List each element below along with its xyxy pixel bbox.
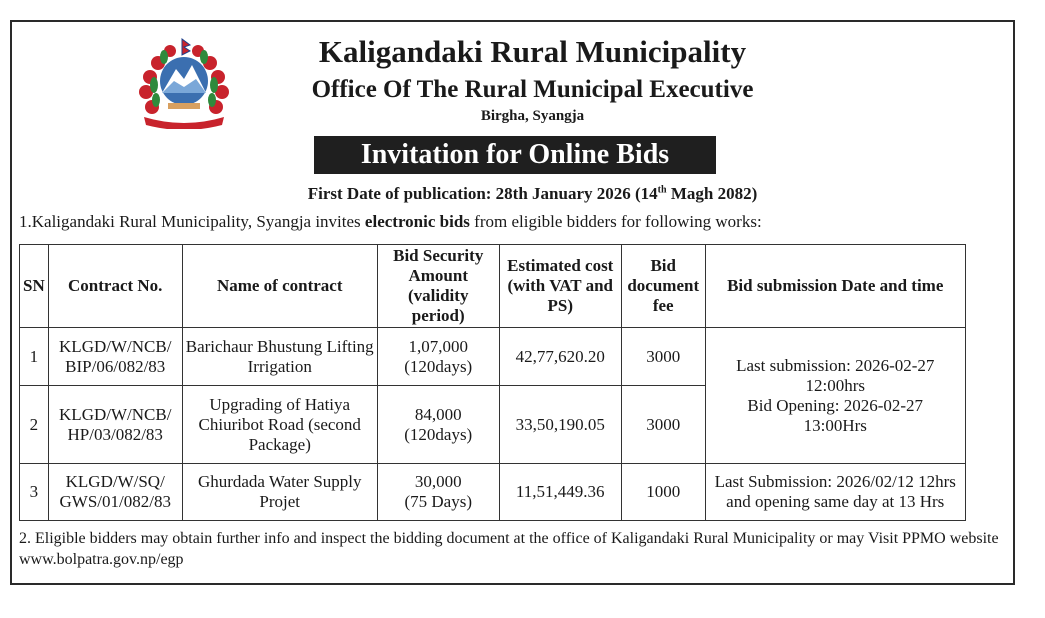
- row-date-merged: Last submission: 2026-02-27 12:00hrs Bid Opening: 2026-02-27 13:00Hrs: [705, 328, 965, 464]
- notice-banner: Invitation for Online Bids: [314, 136, 716, 174]
- header-date: Bid submission Date and time: [705, 245, 965, 328]
- row-security: 1,07,000 (120days): [377, 328, 499, 386]
- row-name: Upgrading of Hatiya Chiuribot Road (second Package): [182, 386, 377, 464]
- row-contract-no: KLGD/W/SQ/ GWS/01/082/83: [48, 464, 182, 521]
- footnote: 2. Eligible bidders may obtain further info and inspect the bidding document at the office of Kaligandaki Rural Municipality or may Visit PPMO website www.bolpatra.gov.np/egp: [19, 530, 999, 568]
- publication-date: First Date of publication: 28th January 2026 (14th Magh 2082): [307, 184, 758, 203]
- row-name: Ghurdada Water Supply Projet: [182, 464, 377, 521]
- row-sn: 2: [20, 386, 49, 464]
- table-row: [20, 464, 966, 521]
- office-name: Office Of The Rural Municipal Executive: [311, 76, 754, 103]
- header-security: Bid Security Amount (validity period): [377, 245, 499, 328]
- row-sn: 1: [20, 328, 49, 386]
- municipality-name: Kaligandaki Rural Municipality: [318, 34, 747, 69]
- intro-text: 1.Kaligandaki Rural Municipality, Syangja invites electronic bids from eligible bidders for following works:: [19, 212, 762, 231]
- row-sn: 3: [20, 464, 49, 521]
- row-security: 84,000 (120days): [377, 386, 499, 464]
- row-contract-no: KLGD/W/NCB/ HP/03/082/83: [48, 386, 182, 464]
- row-fee: 3000: [621, 386, 705, 464]
- table-row: [20, 328, 966, 386]
- header-contract-no: Contract No.: [48, 245, 182, 328]
- table-header-row: [20, 245, 966, 328]
- row-fee: 1000: [621, 464, 705, 521]
- row-cost: 33,50,190.05: [499, 386, 621, 464]
- header-cost: Estimated cost (with VAT and PS): [499, 245, 621, 328]
- header-sn: SN: [20, 245, 49, 328]
- office-location: Birgha, Syangja: [480, 108, 585, 124]
- row-name: Barichaur Bhustung Lifting Irrigation: [182, 328, 377, 386]
- row-contract-no: KLGD/W/NCB/ BIP/06/082/83: [48, 328, 182, 386]
- row-cost: 42,77,620.20: [499, 328, 621, 386]
- row-fee: 3000: [621, 328, 705, 386]
- row-cost: 11,51,449.36: [499, 464, 621, 521]
- header-fee: Bid document fee: [621, 245, 705, 328]
- row-security: 30,000 (75 Days): [377, 464, 499, 521]
- bid-table: [19, 244, 966, 521]
- row-date: Last Submission: 2026/02/12 12hrs and opening same day at 13 Hrs: [705, 464, 965, 521]
- header-name: Name of contract: [182, 245, 377, 328]
- bid-notice: [10, 20, 1015, 585]
